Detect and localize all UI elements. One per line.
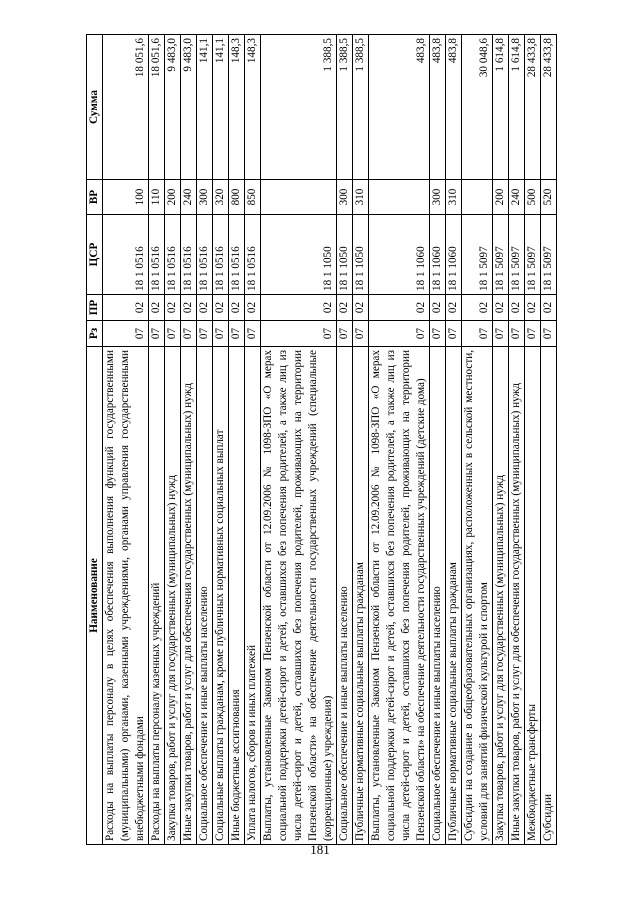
table-row bbox=[509, 35, 525, 845]
row-pr: 02 bbox=[525, 295, 541, 321]
row-name: Иные бюджетные ассигнования bbox=[229, 347, 245, 845]
header-rz: Рз bbox=[87, 321, 103, 347]
row-sum: 1 614,8 bbox=[509, 35, 525, 180]
row-rz: 07 bbox=[229, 321, 245, 347]
row-csr: 18 1 0516 bbox=[149, 215, 165, 295]
row-name: Выплаты, установленные Законом Пензенской области от 12.09.2006 № 1098-ЗПО «О мерах социальной поддержки детей-сирот и детей, оставшихся без попечения родителей, а также лиц из числа детей-сирот и детей, оставшихся без попечения родителей, проживающих на территории Пензенской области» на обеспечение деятельности государственных учреждений (специальные (коррекционные) учреждения) bbox=[261, 347, 337, 845]
row-csr: 18 1 0516 bbox=[197, 215, 213, 295]
row-vr: 850 bbox=[245, 180, 261, 215]
table-row bbox=[245, 35, 261, 845]
row-rz: 07 bbox=[509, 321, 525, 347]
budget-table bbox=[86, 34, 557, 845]
row-pr: 02 bbox=[149, 295, 165, 321]
row-sum: 18 051,6 bbox=[149, 35, 165, 180]
row-rz: 07 bbox=[149, 321, 165, 347]
row-vr: 200 bbox=[165, 180, 181, 215]
row-sum: 141,1 bbox=[213, 35, 229, 180]
table-row bbox=[493, 35, 509, 845]
row-name: Межбюджетные трансферты bbox=[525, 347, 541, 845]
row-rz: 07 bbox=[337, 321, 353, 347]
row-name: Расходы на выплаты персоналу в целях обеспечения выполнения функций государственными (муниципальными) органами, казенными учреждениями, органами управления государственными внебюджетными фондами bbox=[103, 347, 149, 845]
row-name: Закупка товаров, работ и услуг для государственных (муниципальных) нужд bbox=[165, 347, 181, 845]
row-vr: 520 bbox=[541, 180, 557, 215]
row-csr: 18 1 0516 bbox=[213, 215, 229, 295]
row-csr: 18 1 1050 bbox=[353, 215, 369, 295]
row-vr: 320 bbox=[213, 180, 229, 215]
row-sum: 148,3 bbox=[245, 35, 261, 180]
row-name: Выплаты, установленные Законом Пензенской области от 12.09.2006 № 1098-ЗПО «О мерах социальной поддержки детей-сирот и детей, оставшихся без попечения родителей, а также лиц из числа детей-сирот и детей, оставшихся без попечения родителей, проживающих на территории Пензенской области» на обеспечение деятельности государственных учреждений (детские дома) bbox=[369, 347, 430, 845]
row-name: Иные закупки товаров, работ и услуг для обеспечения государственных (муниципальных) нужд bbox=[181, 347, 197, 845]
row-sum: 148,3 bbox=[229, 35, 245, 180]
row-pr: 02 bbox=[541, 295, 557, 321]
row-pr: 02 bbox=[213, 295, 229, 321]
row-pr: 02 bbox=[229, 295, 245, 321]
row-csr: 18 1 1050 bbox=[261, 215, 337, 295]
row-vr bbox=[369, 180, 430, 215]
header-vr: ВР bbox=[87, 180, 103, 215]
row-name: Уплата налогов, сборов и иных платежей bbox=[245, 347, 261, 845]
row-csr: 18 1 1060 bbox=[369, 215, 430, 295]
row-csr: 18 1 5097 bbox=[541, 215, 557, 295]
row-rz: 07 bbox=[446, 321, 462, 347]
table-header-row bbox=[87, 35, 103, 845]
row-vr bbox=[261, 180, 337, 215]
row-sum: 1 388,5 bbox=[337, 35, 353, 180]
row-csr: 18 1 0516 bbox=[165, 215, 181, 295]
table-row bbox=[213, 35, 229, 845]
row-rz: 07 bbox=[493, 321, 509, 347]
row-pr: 02 bbox=[446, 295, 462, 321]
table-row bbox=[541, 35, 557, 845]
row-sum: 9 483,0 bbox=[181, 35, 197, 180]
row-pr: 02 bbox=[245, 295, 261, 321]
row-csr: 18 1 5097 bbox=[525, 215, 541, 295]
row-pr: 02 bbox=[103, 295, 149, 321]
row-name: Социальное обеспечение и иные выплаты населению bbox=[430, 347, 446, 845]
row-name: Социальное обеспечение и иные выплаты населению bbox=[197, 347, 213, 845]
header-pr: ПР bbox=[87, 295, 103, 321]
row-name: Иные закупки товаров, работ и услуг для обеспечения государственных (муниципальных) нужд bbox=[509, 347, 525, 845]
row-pr: 02 bbox=[509, 295, 525, 321]
table-row bbox=[353, 35, 369, 845]
row-csr: 18 1 0516 bbox=[181, 215, 197, 295]
row-pr: 02 bbox=[165, 295, 181, 321]
row-rz: 07 bbox=[213, 321, 229, 347]
row-vr bbox=[462, 180, 493, 215]
row-name: Расходы на выплаты персоналу казенных учреждений bbox=[149, 347, 165, 845]
row-pr: 02 bbox=[369, 295, 430, 321]
row-vr: 110 bbox=[149, 180, 165, 215]
row-name: Закупка товаров, работ и услуг для государственных (муниципальных) нужд bbox=[493, 347, 509, 845]
row-pr: 02 bbox=[430, 295, 446, 321]
row-vr: 300 bbox=[197, 180, 213, 215]
row-csr: 18 1 0516 bbox=[245, 215, 261, 295]
row-csr: 18 1 0516 bbox=[229, 215, 245, 295]
row-rz: 07 bbox=[165, 321, 181, 347]
table-row bbox=[430, 35, 446, 845]
page-number: 181 bbox=[310, 842, 330, 857]
row-vr: 500 bbox=[525, 180, 541, 215]
row-vr: 100 bbox=[103, 180, 149, 215]
row-vr: 240 bbox=[509, 180, 525, 215]
row-sum: 483,8 bbox=[369, 35, 430, 180]
table-row bbox=[337, 35, 353, 845]
row-rz: 07 bbox=[181, 321, 197, 347]
row-csr: 18 1 1050 bbox=[337, 215, 353, 295]
row-vr: 800 bbox=[229, 180, 245, 215]
row-vr: 300 bbox=[337, 180, 353, 215]
table-row bbox=[261, 35, 337, 845]
table-row bbox=[165, 35, 181, 845]
table-row bbox=[229, 35, 245, 845]
row-sum: 483,8 bbox=[430, 35, 446, 180]
row-pr: 02 bbox=[337, 295, 353, 321]
row-pr: 02 bbox=[493, 295, 509, 321]
row-csr: 18 1 0516 bbox=[103, 215, 149, 295]
header-name: Наименование bbox=[87, 347, 103, 845]
row-name: Социальное обеспечение и иные выплаты населению bbox=[337, 347, 353, 845]
row-rz: 07 bbox=[369, 321, 430, 347]
row-csr: 18 1 5097 bbox=[493, 215, 509, 295]
row-sum: 9 483,0 bbox=[165, 35, 181, 180]
table-row bbox=[197, 35, 213, 845]
row-rz: 07 bbox=[525, 321, 541, 347]
table-row bbox=[369, 35, 430, 845]
row-rz: 07 bbox=[353, 321, 369, 347]
table-row bbox=[462, 35, 493, 845]
row-rz: 07 bbox=[462, 321, 493, 347]
row-name: Социальные выплаты гражданам, кроме публичных нормативных социальных выплат bbox=[213, 347, 229, 845]
row-sum: 30 048,6 bbox=[462, 35, 493, 180]
row-pr: 02 bbox=[197, 295, 213, 321]
row-sum: 483,8 bbox=[446, 35, 462, 180]
row-rz: 07 bbox=[197, 321, 213, 347]
table-row bbox=[103, 35, 149, 845]
row-vr: 310 bbox=[446, 180, 462, 215]
row-sum: 141,1 bbox=[197, 35, 213, 180]
table-row bbox=[525, 35, 541, 845]
row-rz: 07 bbox=[430, 321, 446, 347]
row-csr: 18 1 1060 bbox=[446, 215, 462, 295]
row-vr: 200 bbox=[493, 180, 509, 215]
row-rz: 07 bbox=[261, 321, 337, 347]
row-sum: 1 388,5 bbox=[353, 35, 369, 180]
table-row bbox=[149, 35, 165, 845]
header-csr: ЦСР bbox=[87, 215, 103, 295]
row-sum: 28 433,8 bbox=[541, 35, 557, 180]
row-pr: 02 bbox=[462, 295, 493, 321]
row-pr: 02 bbox=[353, 295, 369, 321]
row-name: Субсидии bbox=[541, 347, 557, 845]
row-vr: 310 bbox=[353, 180, 369, 215]
row-rz: 07 bbox=[103, 321, 149, 347]
table-row bbox=[446, 35, 462, 845]
row-name: Публичные нормативные социальные выплаты гражданам bbox=[353, 347, 369, 845]
row-sum: 18 051,6 bbox=[103, 35, 149, 180]
rotated-page-content bbox=[86, 35, 564, 845]
row-vr: 240 bbox=[181, 180, 197, 215]
row-name: Публичные нормативные социальные выплаты гражданам bbox=[446, 347, 462, 845]
row-vr: 300 bbox=[430, 180, 446, 215]
header-sum: Сумма bbox=[87, 35, 103, 180]
row-rz: 07 bbox=[245, 321, 261, 347]
row-csr: 18 1 5097 bbox=[462, 215, 493, 295]
row-name: Субсидии на создание в общеобразовательных организациях, расположенных в сельской местности, условий для занятий физической культурой и спортом bbox=[462, 347, 493, 845]
row-csr: 18 1 5097 bbox=[509, 215, 525, 295]
row-sum: 1 614,8 bbox=[493, 35, 509, 180]
row-sum: 28 433,8 bbox=[525, 35, 541, 180]
row-csr: 18 1 1060 bbox=[430, 215, 446, 295]
table-row bbox=[181, 35, 197, 845]
row-pr: 02 bbox=[181, 295, 197, 321]
row-pr: 02 bbox=[261, 295, 337, 321]
row-rz: 07 bbox=[541, 321, 557, 347]
row-sum: 1 388,5 bbox=[261, 35, 337, 180]
